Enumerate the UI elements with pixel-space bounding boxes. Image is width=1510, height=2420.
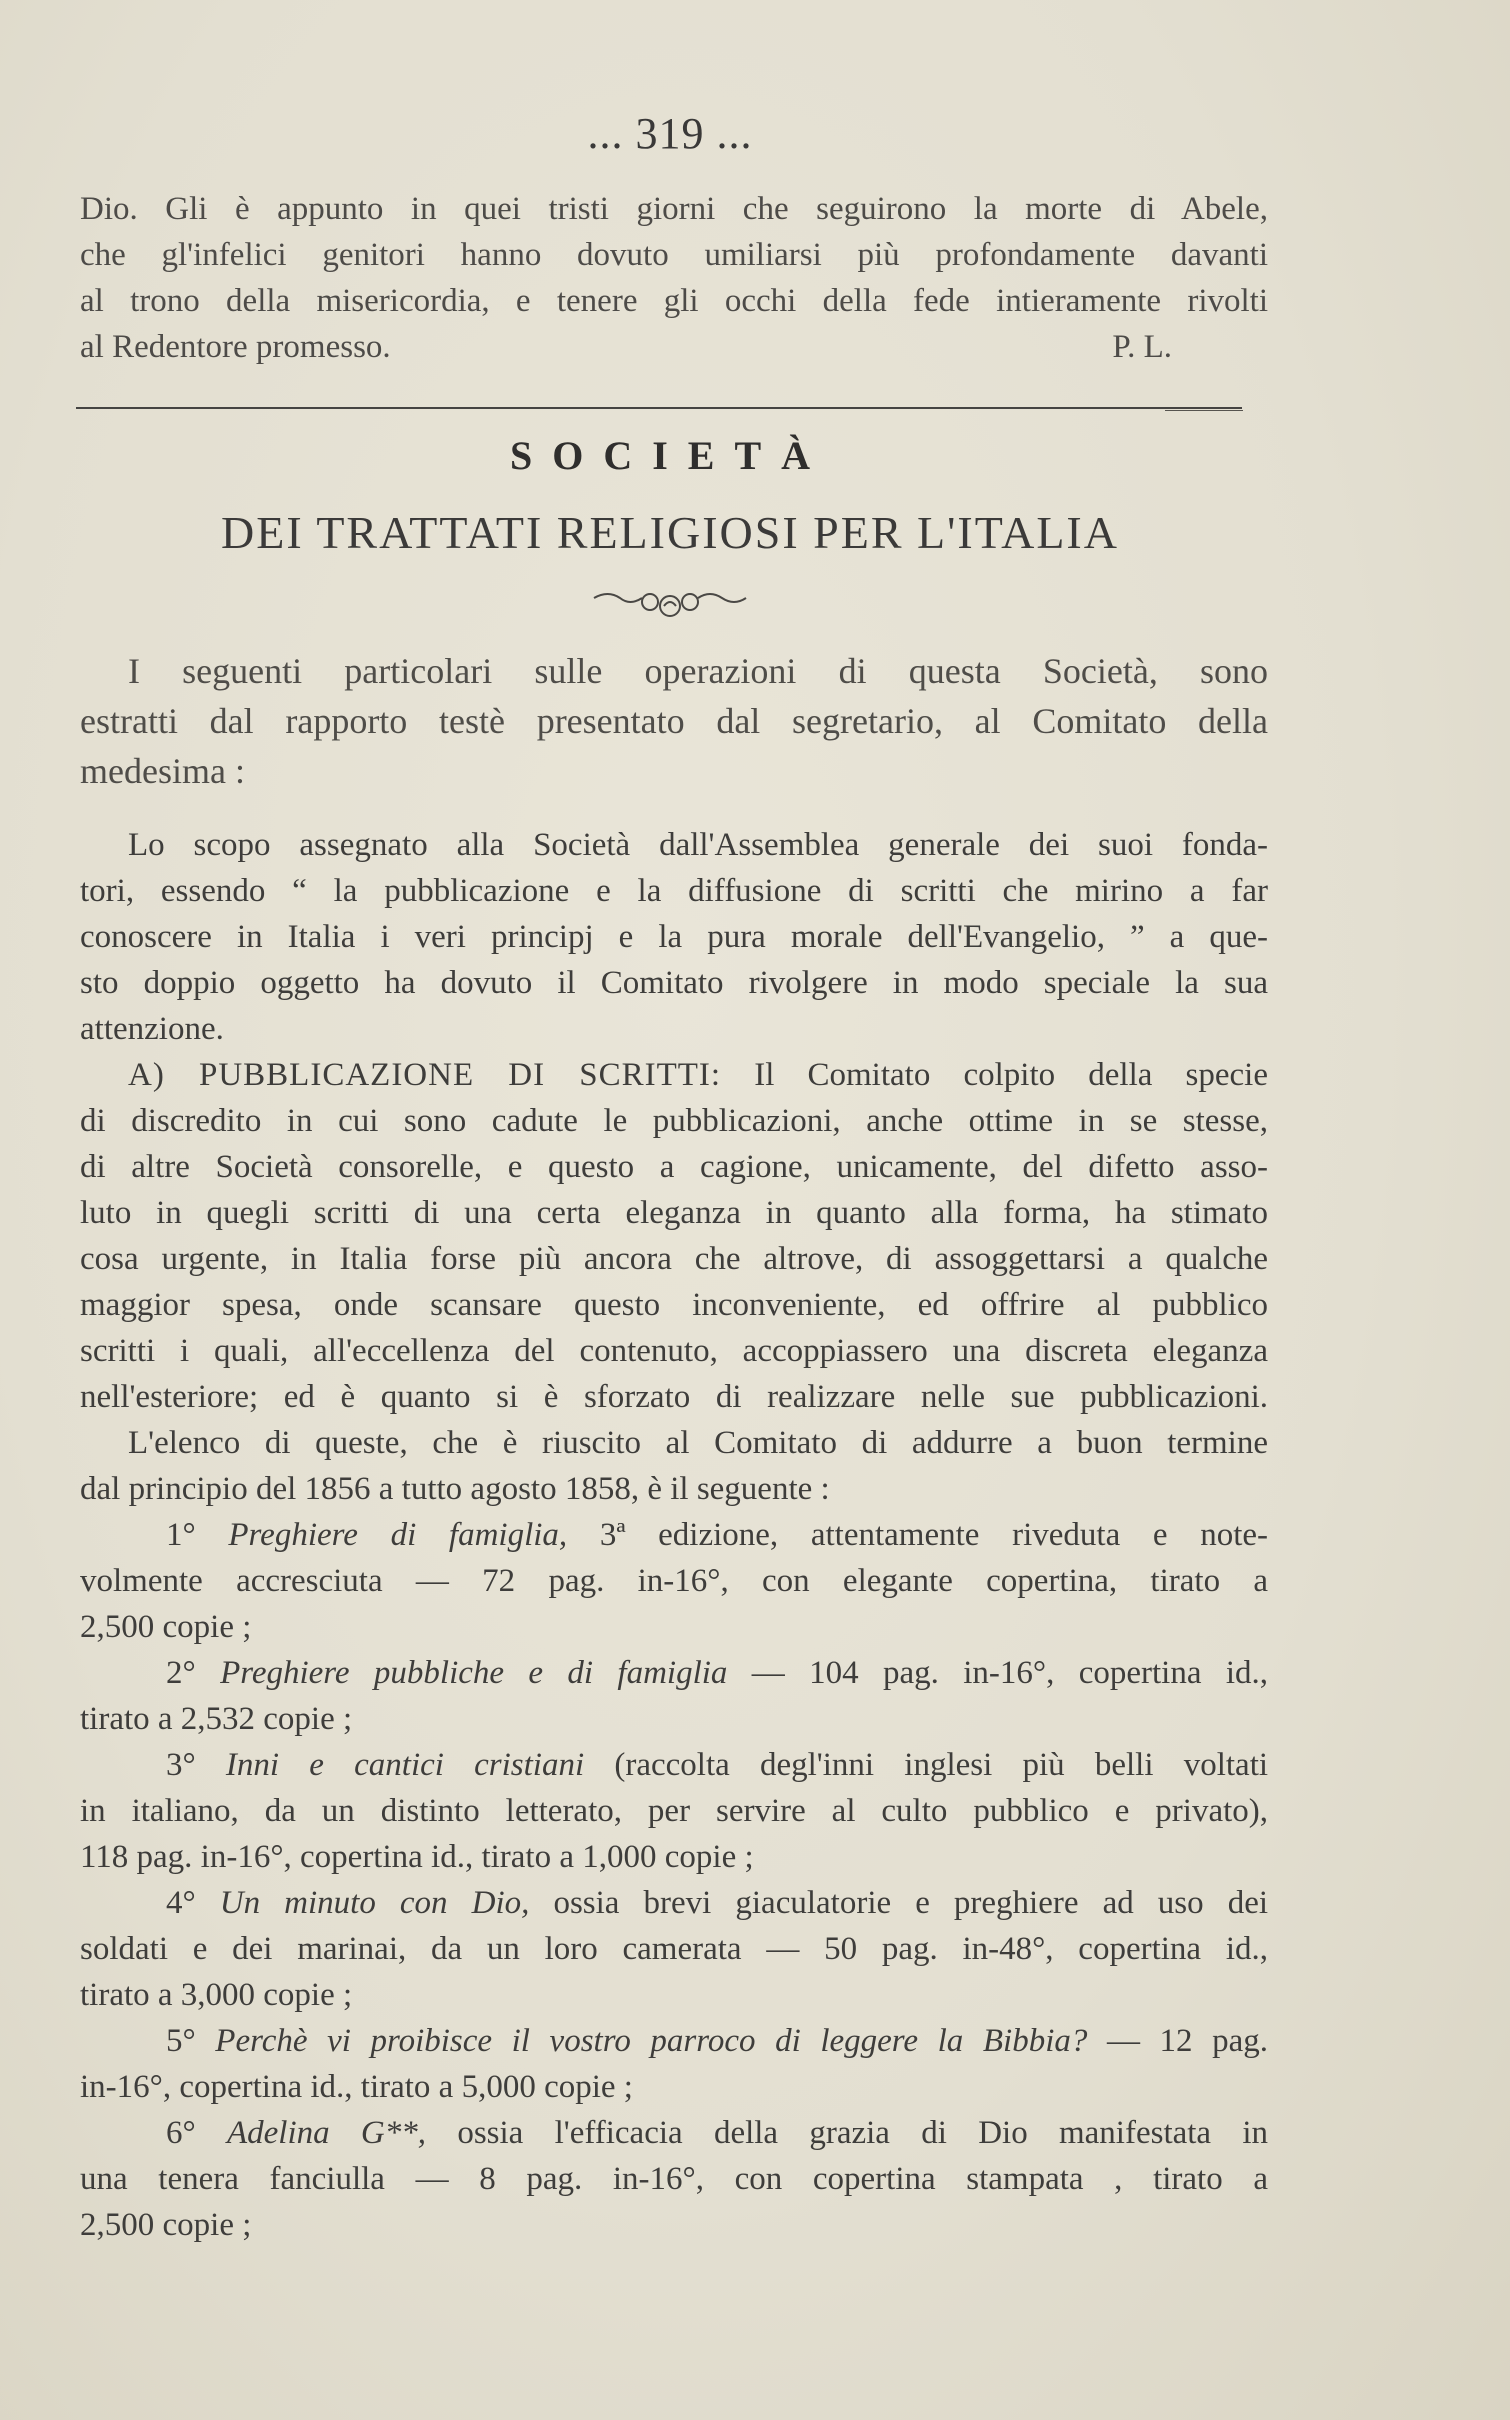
text-line: 118 pag. in-16°, copertina id., tirato a 1,000 copie ;	[80, 1839, 754, 1875]
text-line: che gl'infelici genitori hanno dovuto umiliarsi più profondamente davanti	[80, 237, 1268, 273]
list-item	[80, 2110, 1268, 2248]
body-text	[80, 822, 1268, 2248]
text-line: al trono della misericordia, e tenere gli occhi della fede intieramente rivolti	[80, 283, 1268, 319]
item-number: 6°	[166, 2115, 196, 2151]
text-line: 2,500 copie ;	[80, 1609, 252, 1645]
item-detail: — 104 pag. in-16°, copertina id.,	[751, 1655, 1268, 1691]
text-line	[80, 1650, 1268, 1696]
text-line: volmente accresciuta — 72 pag. in-16°, con elegante copertina, tirato a	[80, 1563, 1268, 1599]
lead-paragraph	[80, 646, 1268, 796]
text-line: nell'esteriore; ed è quanto si è sforzato di realizzare nelle sue pubblicazioni.	[80, 1379, 1268, 1415]
text-line	[80, 1052, 1268, 1098]
section-divider	[76, 407, 1242, 409]
item-number: 4°	[166, 1885, 196, 1921]
section-heading: SOCIETÀ	[509, 433, 831, 478]
author-signature: P. L.	[1112, 329, 1172, 365]
item-title: Preghiere pubbliche e di famiglia	[220, 1655, 728, 1691]
item-title: Un minuto con Dio,	[219, 1885, 530, 1921]
list-item	[80, 1880, 1268, 2018]
text-line: luto in quegli scritti di una certa eleganza in quanto alla forma, ha stimato	[80, 1195, 1268, 1231]
text-line: Lo scopo assegnato alla Società dall'Assemblea generale dei suoi fonda-	[128, 827, 1268, 863]
list-item	[80, 1512, 1268, 1650]
text-line: medesima :	[80, 751, 245, 791]
list-item	[80, 1742, 1268, 1880]
section-a-label: A) PUBBLICAZIONE DI SCRITTI:	[128, 1057, 722, 1093]
section-title: DEI TRATTATI RELIGIOSI PER L'ITALIA	[221, 507, 1119, 558]
item-title: Inni e cantici cristiani	[225, 1747, 585, 1783]
item-number: 3°	[166, 1747, 196, 1783]
closing-line	[80, 324, 1268, 370]
text-line: attenzione.	[80, 1011, 224, 1047]
item-title: Perchè vi proibisce il vostro parroco di leggere la Bibbia?	[215, 2023, 1088, 2059]
section-a-paragraph	[80, 1052, 1268, 1512]
text-line	[80, 1880, 1268, 1926]
text-line: cosa urgente, in Italia forse più ancora che altrove, di assoggettarsi a qualche	[80, 1241, 1268, 1277]
purpose-paragraph	[80, 822, 1268, 1052]
text-line: scritti i quali, all'eccellenza del contenuto, accoppiassero una discreta eleganza	[80, 1333, 1268, 1369]
decorative-ornament	[590, 586, 750, 622]
text-line: 2,500 copie ;	[80, 2207, 252, 2243]
item-detail: — 12 pag.	[1106, 2023, 1268, 2059]
text-line: estratti dal rapporto testè presentato dal segretario, al Comitato della	[80, 701, 1268, 741]
text-line: dal principio del 1856 a tutto agosto 1858, è il seguente :	[80, 1471, 830, 1507]
item-detail: (raccolta degl'inni inglesi più belli voltati	[614, 1747, 1268, 1783]
section-a-first-line: Il Comitato colpito della specie	[754, 1057, 1268, 1093]
text-line: tirato a 2,532 copie ;	[80, 1701, 353, 1737]
list-item	[80, 2018, 1268, 2110]
item-detail: ossia brevi giaculatorie e preghiere ad uso dei	[553, 1885, 1268, 1921]
item-detail: ossia l'efficacia della grazia di Dio manifestata in	[457, 2115, 1268, 2151]
page-number: ... 319 ...	[587, 109, 753, 158]
item-detail: 3ª edizione, attentamente riveduta e note-	[599, 1517, 1268, 1553]
text-line: tori, essendo “ la pubblicazione e la diffusione di scritti che mirino a far	[80, 873, 1268, 909]
text-line: I seguenti particolari sulle operazioni di questa Società, sono	[128, 651, 1268, 691]
text-line: soldati e dei marinai, da un loro camerata — 50 pag. in-48°, copertina id.,	[80, 1931, 1268, 1967]
text-line: in-16°, copertina id., tirato a 5,000 copie ;	[80, 2069, 633, 2105]
item-title: Adelina G**,	[227, 2115, 427, 2151]
text-line: sto doppio oggetto ha dovuto il Comitato rivolgere in modo speciale la sua	[80, 965, 1268, 1001]
text-line	[80, 1742, 1268, 1788]
list-item	[80, 1650, 1268, 1742]
text-line: tirato a 3,000 copie ;	[80, 1977, 353, 2013]
item-title: Preghiere di famiglia,	[228, 1517, 568, 1553]
text-line: L'elenco di queste, che è riuscito al Comitato di addurre a buon termine	[128, 1425, 1268, 1461]
publication-list	[80, 1512, 1268, 2248]
item-number: 2°	[166, 1655, 196, 1691]
text-line: al Redentore promesso.	[80, 329, 391, 365]
text-line: conoscere in Italia i veri principj e la pura morale dell'Evangelio, ” a que-	[80, 919, 1268, 955]
item-number: 1°	[166, 1517, 196, 1553]
text-line	[80, 2110, 1268, 2156]
text-line: di altre Società consorelle, e questo a cagione, unicamente, del difetto asso-	[80, 1149, 1268, 1185]
text-line: una tenera fanciulla — 8 pag. in-16°, con copertina stampata , tirato a	[80, 2161, 1268, 2197]
text-line	[80, 2018, 1268, 2064]
intro-paragraph	[80, 186, 1268, 370]
text-line	[80, 1512, 1268, 1558]
text-line: in italiano, da un distinto letterato, per servire al culto pubblico e privato),	[80, 1793, 1268, 1829]
text-line: Dio. Gli è appunto in quei tristi giorni che seguirono la morte di Abele,	[80, 191, 1268, 227]
section-divider-end	[1165, 410, 1243, 411]
text-line: maggior spesa, onde scansare questo inconveniente, ed offrire al pubblico	[80, 1287, 1268, 1323]
text-line: di discredito in cui sono cadute le pubblicazioni, anche ottime in se stesse,	[80, 1103, 1268, 1139]
item-number: 5°	[166, 2023, 196, 2059]
